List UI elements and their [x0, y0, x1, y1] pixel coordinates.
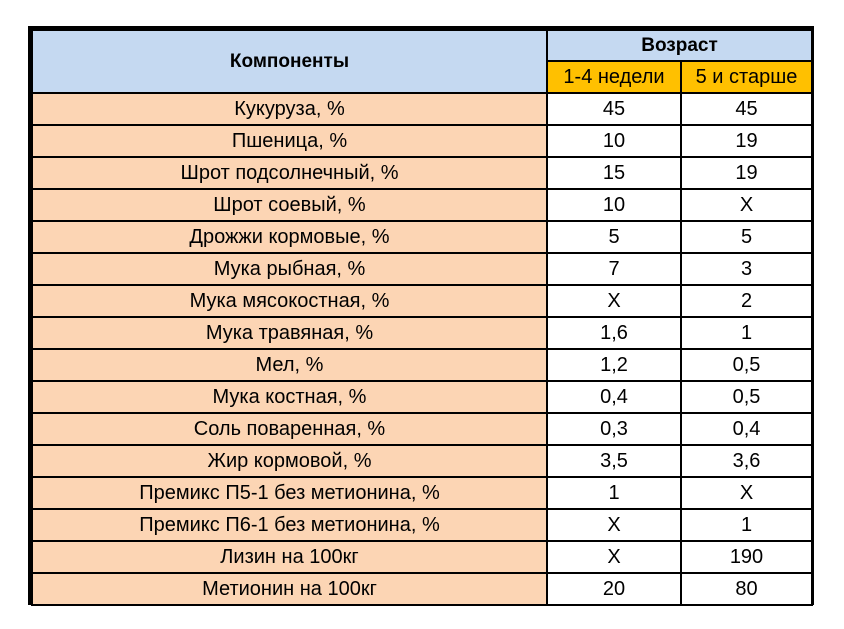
table-row — [32, 157, 812, 189]
component-name-cell: Мел, % — [32, 349, 547, 381]
table-row — [32, 253, 812, 285]
table-body — [32, 93, 812, 605]
value-1-4-weeks-cell: 45 — [547, 93, 681, 125]
component-name-cell: Дрожжи кормовые, % — [32, 221, 547, 253]
table-row — [32, 477, 812, 509]
component-name-cell: Шрот соевый, % — [32, 189, 547, 221]
header-col-5-and-older: 5 и старше — [681, 61, 812, 93]
table-row — [32, 445, 812, 477]
component-name-cell: Пшеница, % — [32, 125, 547, 157]
component-name-cell: Мука мясокостная, % — [32, 285, 547, 317]
value-1-4-weeks-cell: 10 — [547, 189, 681, 221]
component-name-cell: Кукуруза, % — [32, 93, 547, 125]
component-name-cell: Соль поваренная, % — [32, 413, 547, 445]
table-row — [32, 413, 812, 445]
component-name-cell: Шрот подсолнечный, % — [32, 157, 547, 189]
value-1-4-weeks-cell: 20 — [547, 573, 681, 605]
feed-composition-table — [31, 29, 813, 606]
table-row — [32, 93, 812, 125]
value-1-4-weeks-cell: 10 — [547, 125, 681, 157]
value-5-and-older-cell: 5 — [681, 221, 812, 253]
value-5-and-older-cell: Х — [681, 477, 812, 509]
table-row — [32, 573, 812, 605]
table-row — [32, 381, 812, 413]
table-row — [32, 317, 812, 349]
value-5-and-older-cell: 3,6 — [681, 445, 812, 477]
table-row — [32, 221, 812, 253]
value-5-and-older-cell: 19 — [681, 157, 812, 189]
table-row — [32, 349, 812, 381]
header-age: Возраст — [547, 30, 812, 61]
value-1-4-weeks-cell: Х — [547, 285, 681, 317]
component-name-cell: Лизин на 100кг — [32, 541, 547, 573]
value-1-4-weeks-cell: 1,2 — [547, 349, 681, 381]
table-row — [32, 189, 812, 221]
value-1-4-weeks-cell: 1,6 — [547, 317, 681, 349]
value-1-4-weeks-cell: Х — [547, 509, 681, 541]
component-name-cell: Мука травяная, % — [32, 317, 547, 349]
header-col-1-4-weeks: 1-4 недели — [547, 61, 681, 93]
table-row — [32, 509, 812, 541]
value-5-and-older-cell: 45 — [681, 93, 812, 125]
value-5-and-older-cell: 1 — [681, 317, 812, 349]
value-1-4-weeks-cell: 0,4 — [547, 381, 681, 413]
value-5-and-older-cell: 0,5 — [681, 381, 812, 413]
component-name-cell: Премикс П6-1 без метионина, % — [32, 509, 547, 541]
feed-composition-table-container — [28, 26, 814, 605]
value-1-4-weeks-cell: 5 — [547, 221, 681, 253]
value-1-4-weeks-cell: 0,3 — [547, 413, 681, 445]
value-5-and-older-cell: 80 — [681, 573, 812, 605]
value-1-4-weeks-cell: 3,5 — [547, 445, 681, 477]
value-5-and-older-cell: 2 — [681, 285, 812, 317]
value-5-and-older-cell: Х — [681, 189, 812, 221]
value-1-4-weeks-cell: Х — [547, 541, 681, 573]
table-row — [32, 285, 812, 317]
value-5-and-older-cell: 190 — [681, 541, 812, 573]
component-name-cell: Мука костная, % — [32, 381, 547, 413]
table-row — [32, 125, 812, 157]
value-1-4-weeks-cell: 1 — [547, 477, 681, 509]
value-5-and-older-cell: 0,4 — [681, 413, 812, 445]
value-1-4-weeks-cell: 15 — [547, 157, 681, 189]
header-components: Компоненты — [32, 30, 547, 93]
value-5-and-older-cell: 3 — [681, 253, 812, 285]
header-row-top — [32, 30, 812, 61]
component-name-cell: Жир кормовой, % — [32, 445, 547, 477]
component-name-cell: Метионин на 100кг — [32, 573, 547, 605]
component-name-cell: Премикс П5-1 без метионина, % — [32, 477, 547, 509]
component-name-cell: Мука рыбная, % — [32, 253, 547, 285]
table-row — [32, 541, 812, 573]
value-1-4-weeks-cell: 7 — [547, 253, 681, 285]
value-5-and-older-cell: 0,5 — [681, 349, 812, 381]
value-5-and-older-cell: 19 — [681, 125, 812, 157]
value-5-and-older-cell: 1 — [681, 509, 812, 541]
